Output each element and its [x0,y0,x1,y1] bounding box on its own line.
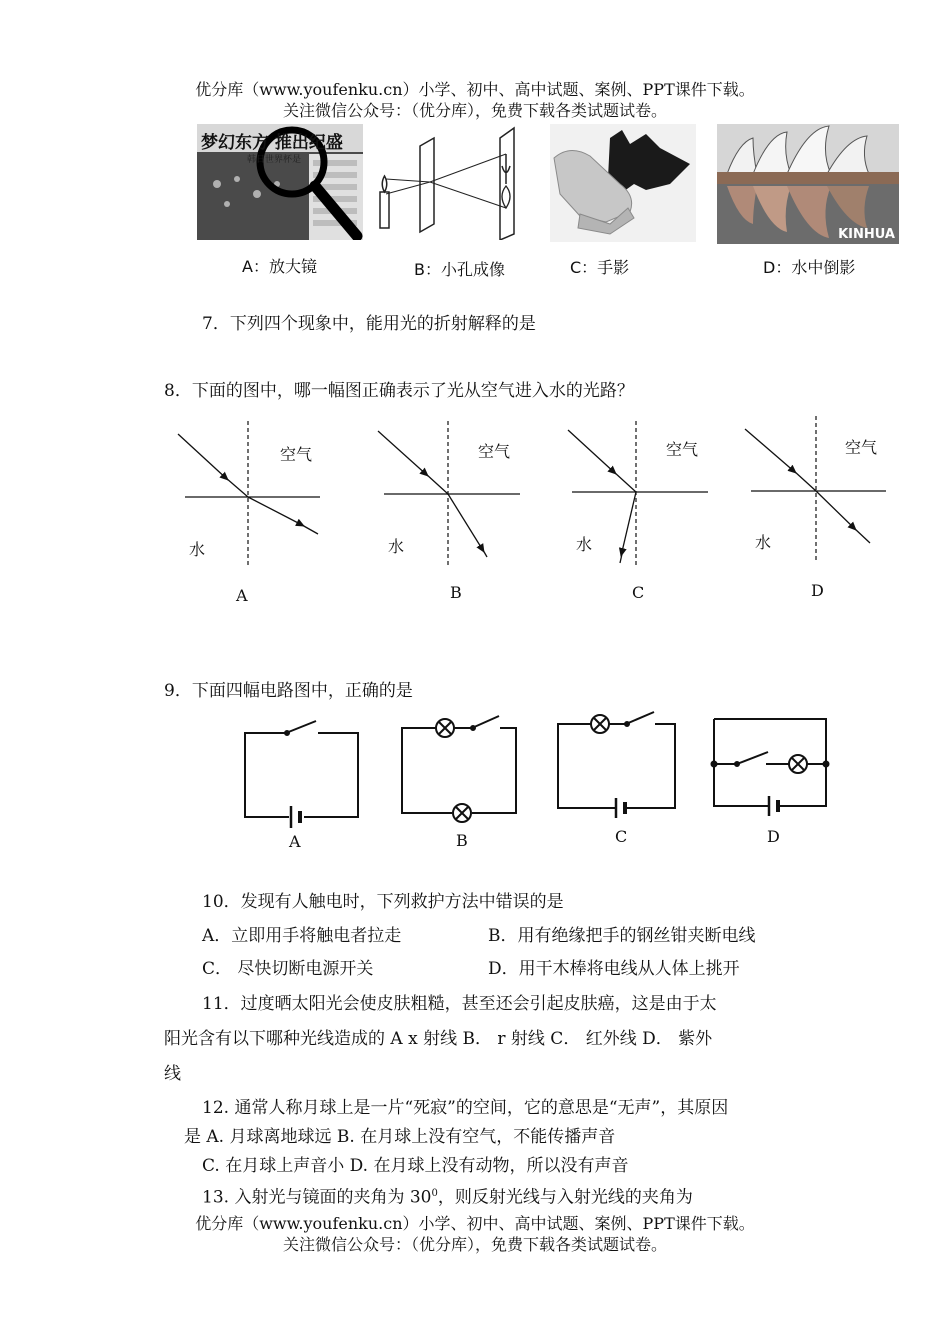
q8-ray-diagrams [0,0,950,620]
caption-c: C：手影 [570,258,630,277]
q9-label-b: B [456,831,468,850]
q8-label-d: D [811,581,824,600]
caption-a: A：放大镜 [242,257,317,276]
q9-label-c: C [615,827,628,846]
q10-option-d: D．用干木棒将电线从人体上挑开 [488,959,740,979]
q10-text: 10．发现有人触电时，下列救护方法中错误的是 [202,892,564,912]
footer-line-2: 关注微信公众号：（优分库），免费下载各类试题试卷。 [282,1235,667,1254]
q8-label-a: A [236,586,248,605]
q9-label-d: D [767,827,780,846]
header-line-1: 优分库（www.youfenku.cn）小学、初中、高中试题、案例、PPT课件下载。 [195,80,755,99]
q8-label-c: C [632,583,645,602]
q13-tail: ，则反射光线与入射光线的夹角为 [437,1187,693,1208]
q12-line-2: 是 A. 月球离地球远 B. 在月球上没有空气，不能传播声音 [184,1127,616,1147]
water-label-c: 水 [576,535,593,554]
air-label-b: 空气 [478,442,511,461]
newspaper-subtitle: 韩日世界杯是 [247,155,302,165]
newspaper-headline: 梦幻东方 推出纪盛 [201,133,343,153]
q13-degree-sup: 0 [431,1188,438,1199]
caption-b: B：小孔成像 [414,260,505,279]
circuit-d [712,719,829,816]
water-label-d: 水 [755,533,772,552]
water-label-b: 水 [388,537,405,556]
air-label-d: 空气 [845,438,878,457]
air-label-a: 空气 [280,445,313,464]
q7-text: 7．下列四个现象中，能用光的折射解释的是 [202,314,536,334]
q8-label-b: B [450,583,462,602]
circuit-a [245,721,358,828]
circuit-c [558,712,675,818]
q10-option-a: A．立即用手将触电者拉走 [202,926,402,946]
xinhua-watermark: KINHUA [838,227,895,242]
q11-line-2: 阳光含有以下哪种光线造成的 A x 射线 B． r 射线 C． 红外线 D． 紫外 [164,1029,713,1049]
header-line-2: 关注微信公众号：（优分库），免费下载各类试题试卷。 [282,101,667,120]
air-label-c: 空气 [666,440,699,459]
footer-line-1: 优分库（www.youfenku.cn）小学、初中、高中试题、案例、PPT课件下载。 [195,1214,755,1233]
q8-text: 8．下面的图中，哪一幅图正确表示了光从空气进入水的光路？ [164,381,634,401]
water-label-a: 水 [189,540,206,559]
circuit-b [402,716,516,822]
q13-text [202,1183,693,1209]
q12-line-3: C. 在月球上声音小 D. 在月球上没有动物，所以没有声音 [202,1156,629,1176]
q9-text: 9．下面四幅电路图中，正确的是 [164,681,413,701]
q13-main: 13. 入射光与镜面的夹角为 30 [202,1187,432,1208]
q10-option-b: B．用有绝缘把手的钢丝钳夹断电线 [488,926,756,946]
caption-d: D：水中倒影 [763,258,856,277]
q9-label-a: A [289,832,301,851]
q10-option-c: C． 尽快切断电源开关 [202,959,374,979]
q11-line-1: 11．过度晒太阳光会使皮肤粗糙，甚至还会引起皮肤癌，这是由于太 [202,994,717,1014]
q12-line-1: 12. 通常人称月球上是一片“死寂”的空间，它的意思是“无声”，其原因 [202,1098,729,1118]
q11-line-3: 线 [164,1064,181,1084]
q9-circuits [0,700,950,840]
